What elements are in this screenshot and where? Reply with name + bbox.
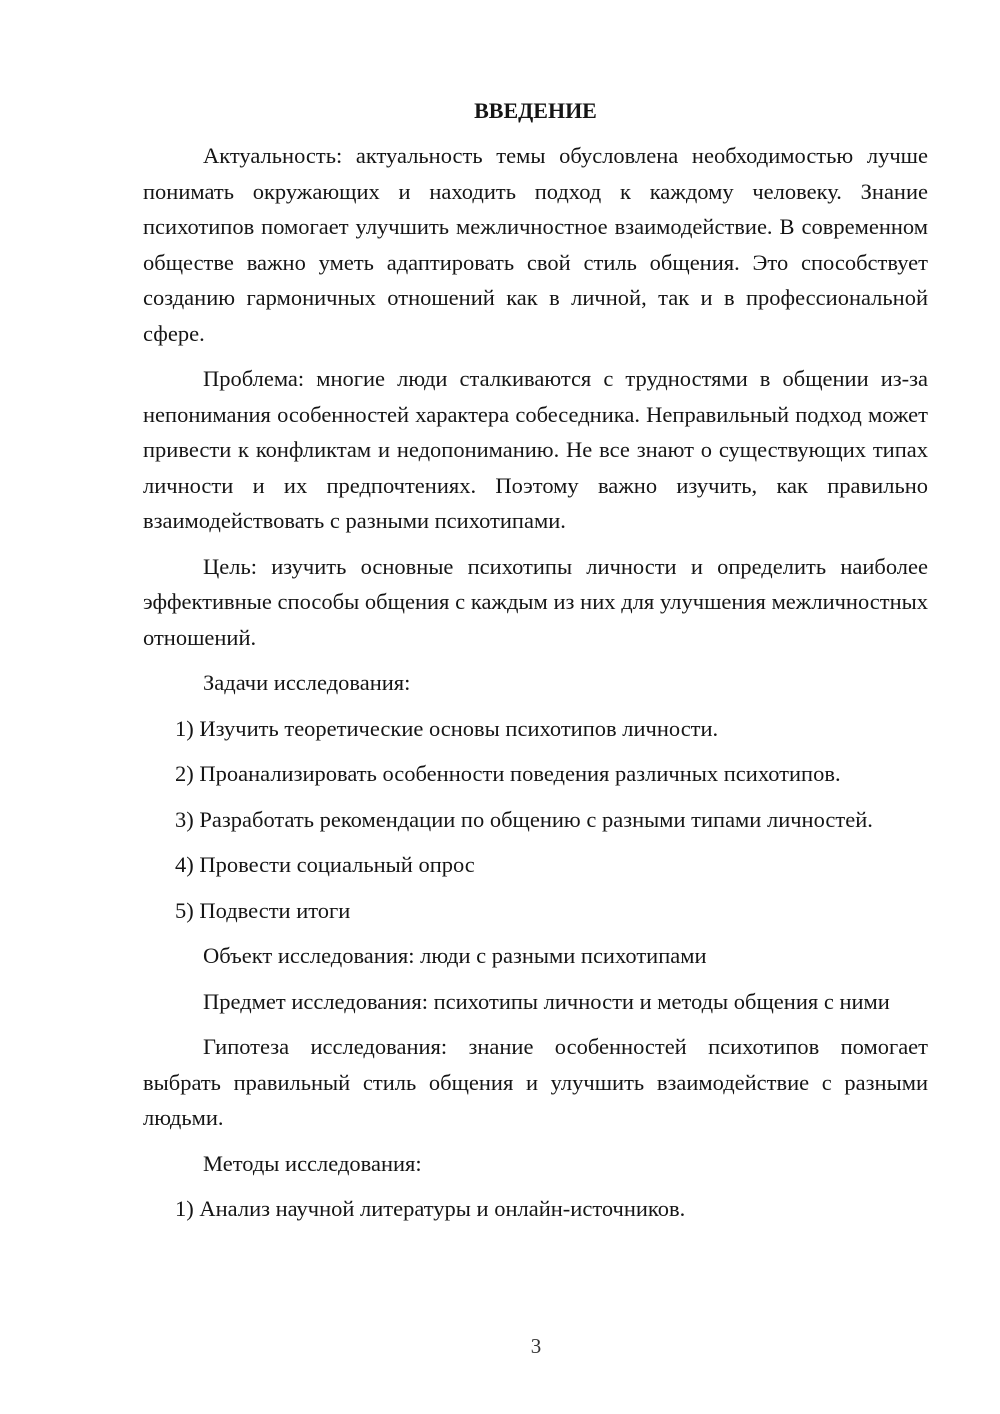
research-hypothesis: Гипотеза исследования: знание особенностей психотипов помогает выбрать правильный стиль общения и улучшить взаимодействие с разными людьми. <box>143 1034 928 1130</box>
research-object: Объект исследования: люди с разными психотипами <box>203 943 707 968</box>
page-number: 3 <box>530 1334 542 1358</box>
page-content <box>143 94 928 1237</box>
task-item-5: 5) Подвести итоги <box>175 897 351 923</box>
task-item-1: 1) Изучить теоретические основы психотипов личности. <box>175 715 719 741</box>
goal-paragraph: Цель: изучить основные психотипы личности и определить наиболее эффективные способы общения с каждым из них для улучшения межличностных отношений. <box>143 553 928 650</box>
task-item-3: 3) Разработать рекомендации по общению с разными типами личностей. <box>175 806 873 832</box>
tasks-heading: Задачи исследования: <box>203 670 411 695</box>
methods-heading: Методы исследования: <box>203 1150 422 1176</box>
task-item-4: 4) Провести социальный опрос <box>175 852 475 877</box>
task-item-2: 2) Проанализировать особенности поведения различных психотипов. <box>175 761 841 786</box>
research-subject: Предмет исследования: психотипы личности и методы общения с ними <box>203 988 890 1014</box>
method-item-1: 1) Анализ научной литературы и онлайн-источников. <box>175 1196 686 1221</box>
section-title: ВВЕДЕНИЕ <box>474 98 597 123</box>
relevance-paragraph: Актуальность: актуальность темы обусловлена необходимостью лучше понимать окружающих и находить подход к каждому человеку. Знание психотипов помогает улучшить межличностное взаимодействие. В современном обществе важно уметь адаптировать свой стиль общения. Это способствует созданию гармоничных отношений как в личной, так и в профессиональной сфере. <box>143 143 928 346</box>
problem-paragraph: Проблема: многие люди сталкиваются с трудностями в общении из-за непонимания особенностей характера собеседника. Неправильный подход может привести к конфликтам и недопониманию. Не все знают о существующих типах личности и их предпочтениях. Поэтому важно изучить, как правильно взаимодействовать с разными психотипами. <box>143 366 928 533</box>
